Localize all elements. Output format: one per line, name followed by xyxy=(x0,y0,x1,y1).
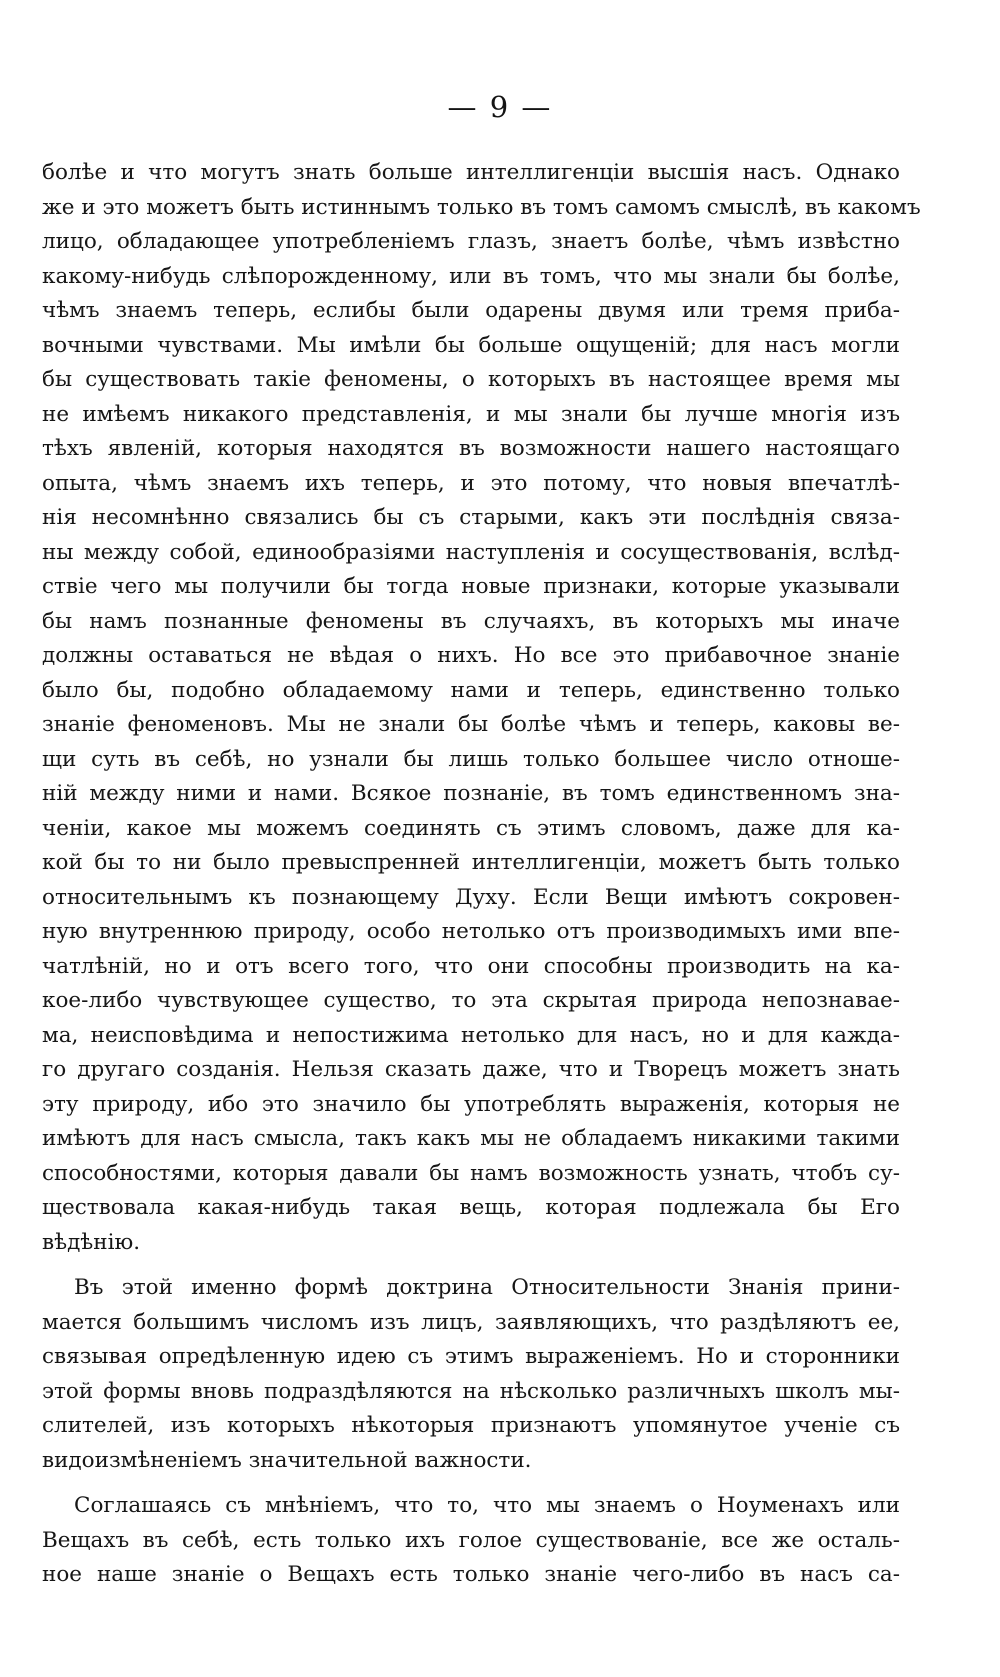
text-line: относительнымъ къ познающему Духу. Если Вещи имѣютъ сокровен- xyxy=(42,884,900,910)
text-line: кое-либо чувствующее существо, то эта скрытая природа непознавае- xyxy=(42,988,900,1013)
text-line: ны между собой, единообразіями наступленія и сосуществованія, вслѣд- xyxy=(42,539,900,565)
text-line: Соглашаясь съ мнѣніемъ, что то, что мы знаемъ о Ноуменахъ или xyxy=(74,1493,900,1518)
text-line: ществовала какая-нибудь такая вещь, которая подлежала бы Его xyxy=(42,1195,900,1220)
text-line: вочными чувствами. Мы имѣли бы больше ощущеній; для насъ могли xyxy=(42,332,900,358)
text-line: кой бы то ни было превыспренней интеллигенціи, можетъ быть только xyxy=(42,850,900,875)
text-line: связывая опредѣленную идею съ этимъ выраженіемъ. Но и сторонники xyxy=(42,1344,900,1369)
text-line: же и это можетъ быть истиннымъ только въ томъ самомъ смыслѣ, въ какомъ xyxy=(42,194,921,220)
text-line: ма, неисповѣдима и непостижима нетолько для насъ, но и для кажда- xyxy=(42,1022,900,1048)
text-line: ченіи, какое мы можемъ соединять съ этимъ словомъ, даже для ка- xyxy=(42,815,900,841)
text-line: ствіе чего мы получили бы тогда новые признаки, которые указывали xyxy=(42,574,900,599)
text-line: ній между ними и нами. Всякое познаніе, въ томъ единственномъ зна- xyxy=(42,781,900,806)
paragraph-3 xyxy=(42,1489,900,1593)
text-line: какому-нибудь слѣпорожденному, или въ томъ, что мы знали бы болѣе, xyxy=(42,263,900,289)
page-number: — 9 — xyxy=(447,90,553,124)
text-line: этой формы вновь подраздѣляются на нѣсколько различныхъ школъ мы- xyxy=(42,1378,900,1404)
text-line: болѣе и что могутъ знать больше интеллигенціи высшія насъ. Однако xyxy=(42,160,900,185)
text-line: чатлѣній, но и отъ всего того, что они способны производить на ка- xyxy=(42,953,900,979)
text-line: Въ этой именно формѣ доктрина Относительности Знанія прини- xyxy=(74,1275,900,1300)
text-line: бы существовать такіе феномены, о которыхъ въ настоящее время мы xyxy=(42,367,900,392)
text-line: опыта, чѣмъ знаемъ ихъ теперь, и это потому, что новыя впечатлѣ- xyxy=(42,470,900,496)
text-line: лицо, обладающее употребленіемъ глазъ, знаетъ болѣе, чѣмъ извѣстно xyxy=(42,229,900,254)
text-line: эту природу, ибо это значило бы употреблять выраженія, которыя не xyxy=(42,1091,900,1117)
paragraph-2 xyxy=(42,1271,900,1478)
text-line: имѣютъ для насъ смысла, такъ какъ мы не обладаемъ никакими такими xyxy=(42,1126,900,1151)
paragraph-gap xyxy=(42,1260,900,1271)
text-line: было бы, подобно обладаемому нами и теперь, единственно только xyxy=(42,677,900,703)
paragraph-gap xyxy=(42,1478,900,1489)
text-line: знаніе феноменовъ. Мы не знали бы болѣе чѣмъ и теперь, каковы ве- xyxy=(42,712,900,737)
text-line: вѣдѣнію. xyxy=(42,1229,141,1255)
text-line: ную внутреннюю природу, особо нетолько отъ производимыхъ ими впе- xyxy=(42,919,900,944)
paragraph-1 xyxy=(42,156,921,1260)
text-line: ное наше знаніе о Вещахъ есть только знаніе чего-либо въ насъ са- xyxy=(42,1562,900,1587)
text-line: нія несомнѣнно связались бы съ старыми, какъ эти послѣднія связа- xyxy=(42,505,900,530)
text-line: щи суть въ себѣ, но узнали бы лишь только большее число отноше- xyxy=(42,746,900,772)
text-line: Вещахъ въ себѣ, есть только ихъ голое существованіе, все же осталь- xyxy=(42,1527,900,1553)
text-line: не имѣемъ никакого представленія, и мы знали бы лучше многія изъ xyxy=(42,401,900,427)
text-line: слителей, изъ которыхъ нѣкоторыя признаютъ упомянутое ученіе съ xyxy=(42,1413,900,1438)
text-line: бы намъ познанные феномены въ случаяхъ, въ которыхъ мы иначе xyxy=(42,608,900,634)
text-line: го другаго созданія. Нельзя сказать даже, что и Творецъ можетъ знать xyxy=(42,1057,900,1082)
text-line: видоизмѣненіемъ значительной важности. xyxy=(42,1447,532,1473)
text-line: тѣхъ явленій, которыя находятся въ возможности нашего настоящаго xyxy=(42,436,900,461)
text-line: должны оставаться не вѣдая о нихъ. Но все это прибавочное знаніе xyxy=(42,643,900,668)
body-text xyxy=(42,156,921,1593)
text-line: чѣмъ знаемъ теперь, еслибы были одарены двумя или тремя приба- xyxy=(42,298,900,323)
text-line: мается большимъ числомъ изъ лицъ, заявляющихъ, что раздѣляютъ ее, xyxy=(42,1309,900,1335)
text-line: способностями, которыя давали бы намъ возможность узнать, чтобъ су- xyxy=(42,1160,900,1186)
